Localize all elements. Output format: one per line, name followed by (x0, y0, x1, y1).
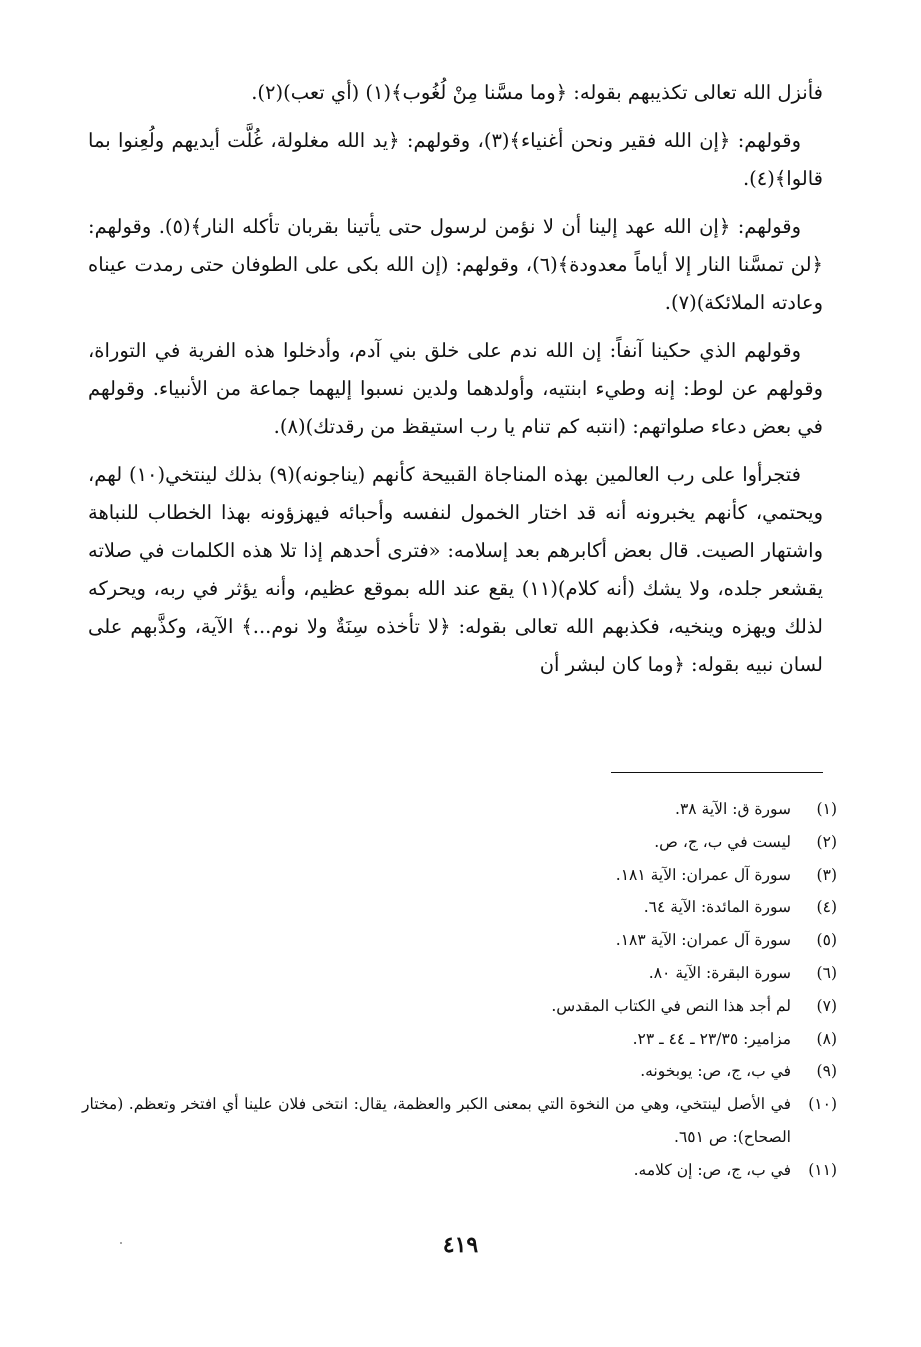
footnote (82, 924, 837, 957)
main-text (88, 74, 823, 694)
footnote-number: (٢) (816, 832, 837, 851)
footnote-text: سورة آل عمران: الآية ١٨١. (615, 865, 791, 884)
footnote-text: في الأصل لينتخي، وهي من النخوة التي بمعنى الكبر والعظمة، يقال: انتخى فلان علينا أي افتخر وتعظم. (مختار الصحاح): ص ٦٥١. (82, 1095, 791, 1146)
footnote-number: (٩) (816, 1062, 837, 1081)
page-number: ٤١٩ (442, 1232, 479, 1258)
footnote-text: سورة المائدة: الآية ٦٤. (643, 898, 791, 917)
footnote-text: سورة البقرة: الآية ٨٠. (648, 963, 791, 982)
footnote (82, 1055, 837, 1088)
footnote (82, 1023, 837, 1056)
footnote-text: في ب، ج، ص: يوبخونه. (640, 1062, 791, 1081)
footnote (82, 1088, 837, 1154)
footnote-text: لم أجد هذا النص في الكتاب المقدس. (551, 996, 791, 1015)
footnote (82, 990, 837, 1023)
footnote-number: (٤) (816, 898, 837, 917)
footnote-text: في ب، ج، ص: إن كلامه. (633, 1160, 791, 1179)
paragraph: فأنزل الله تعالى تكذيبهم بقوله: ﴿وما مسَّنا مِنْ لُغُوب﴾(١) (أي تعب)(٢). (251, 81, 823, 104)
footnote-text: ليست في ب، ج، ص. (654, 832, 791, 851)
paragraph: وقولهم الذي حكينا آنفاً: إن الله ندم على خلق بني آدم، وأدخلوا هذه الفرية في التوراة، وقولهم عن لوط: إنه وطيء ابنتيه، وأولدهما ولدين نسبوا إليهما جماعة من الأنبياء. وقولهم في بعض دعاء صلواتهم: (انتبه كم تنام يا رب استيقظ من رقدتك)(٨). (88, 339, 823, 438)
paragraph: وقولهم: ﴿إن الله عهد إلينا أن لا نؤمن لرسول حتى يأتينا بقربان تأكله النار﴾(٥). وقولهم: ﴿لن تمسَّنا النار إلا أياماً معدودة﴾(٦)، وقولهم: (إن الله بكى على الطوفان حتى رمدت عيناه وعادته الملائكة)(٧). (88, 215, 823, 314)
footnote-number: (٣) (816, 865, 837, 884)
paragraph: فتجرأوا على رب العالمين بهذه المناجاة القبيحة كأنهم (يناجونه)(٩) بذلك لينتخي(١٠) لهم، ويحتمي، كأنهم يخبرونه أنه قد اختار الخمول لنفسه وأحبائه فيهزؤونه بهذا الخطاب للنباهة واشتهار الصيت. قال بعض أكابرهم بعد إسلامه: «فترى أحدهم إذا تلا هذه الكلمات في صلاته يقشعر جلده، ولا يشك (أنه كلام)(١١) يقع عند الله بموقع عظيم، وأنه يؤثر في ربه، ويحركه لذلك ويهزه وينخيه، فكذبهم الله تعالى بقوله: ﴿لا تأخذه سِنَةٌ ولا نوم...﴾ الآية، وكذَّبهم على لسان نبيه بقوله: ﴿وما كان لبشر أن (88, 463, 823, 676)
footnote-number: (٦) (816, 963, 837, 982)
footnote (82, 1154, 837, 1187)
footnote-number: (١٠) (808, 1095, 837, 1114)
footnote-number: (٥) (816, 931, 837, 950)
footnote-text: سورة ق: الآية ٣٨. (675, 800, 791, 818)
footnotes (82, 793, 837, 1187)
footnote-number: (٨) (816, 1029, 837, 1048)
footnote (82, 793, 837, 826)
footnote-number: (١) (816, 800, 837, 818)
footnote (82, 826, 837, 859)
paragraph: وقولهم: ﴿إن الله فقير ونحن أغنياء﴾(٣)، وقولهم: ﴿يد الله مغلولة، غُلَّت أيديهم ولُعِنوا بما قالوا﴾(٤). (88, 129, 823, 190)
footnote (82, 891, 837, 924)
footnote (82, 957, 837, 990)
footnote-text: سورة آل عمران: الآية ١٨٣. (615, 931, 791, 950)
footnote (82, 859, 837, 892)
scan-speck (120, 1242, 122, 1244)
footnote-separator (611, 772, 823, 773)
footnote-number: (٧) (816, 996, 837, 1015)
footnote-number: (١١) (808, 1160, 837, 1179)
footnote-text: مزامير: ٢٣/٣٥ ـ ٤٤ ـ ٢٣. (632, 1029, 791, 1048)
